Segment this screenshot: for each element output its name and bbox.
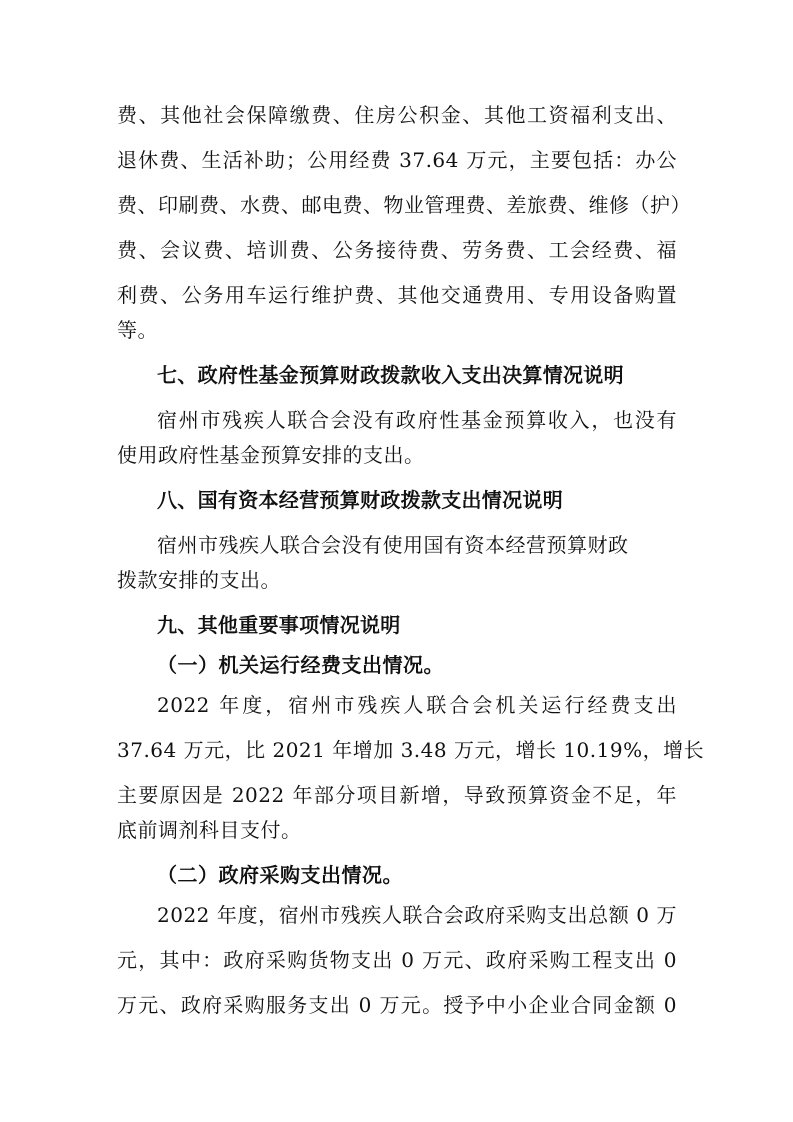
body-line: 费、其他社会保障缴费、住房公积金、其他工资福利支出、 [117,103,677,127]
body-line: 底前调剂科目支付。 [117,818,302,842]
body-line: 费、会议费、培训费、公务接待费、劳务费、工会经费、福 [117,238,677,262]
body-line: 2022 年度，宿州市残疾人联合会机关运行经费支出 [157,693,677,717]
body-line: 主要原因是 2022 年部分项目新增，导致预算资金不足，年 [117,783,677,807]
subsection-heading: （二）政府采购支出情况。 [157,863,403,887]
body-line: 费、印刷费、水费、邮电费、物业管理费、差旅费、维修（护） [117,193,691,217]
body-line: 宿州市残疾人联合会没有政府性基金预算收入，也没有 [157,408,677,432]
body-line: 使用政府性基金预算安排的支出。 [117,443,425,467]
body-line: 万元、政府采购服务支出 0 万元。授予中小企业合同金额 0 [117,993,677,1017]
body-line: 拨款安排的支出。 [117,568,281,592]
body-line: 37.64 万元，比 2021 年增加 3.48 万元，增长 10.19%，增长 [117,738,705,762]
body-line: 元，其中：政府采购货物支出 0 万元、政府采购工程支出 0 [117,948,677,972]
body-line: 等。 [117,318,158,342]
subsection-heading: （一）机关运行经费支出情况。 [157,653,444,677]
body-line: 2022 年度，宿州市残疾人联合会政府采购支出总额 0 万 [157,903,677,927]
section-heading: 八、国有资本经营预算财政拨款支出情况说明 [157,488,563,512]
body-line: 退休费、生活补助；公用经费 37.64 万元，主要包括：办公 [117,148,677,172]
body-line: 利费、公务用车运行维护费、其他交通费用、专用设备购置 [117,283,677,307]
body-line: 宿州市残疾人联合会没有使用国有资本经营预算财政 [157,533,629,557]
section-heading: 七、政府性基金预算财政拨款收入支出决算情况说明 [157,363,624,387]
section-heading: 九、其他重要事项情况说明 [157,613,401,637]
